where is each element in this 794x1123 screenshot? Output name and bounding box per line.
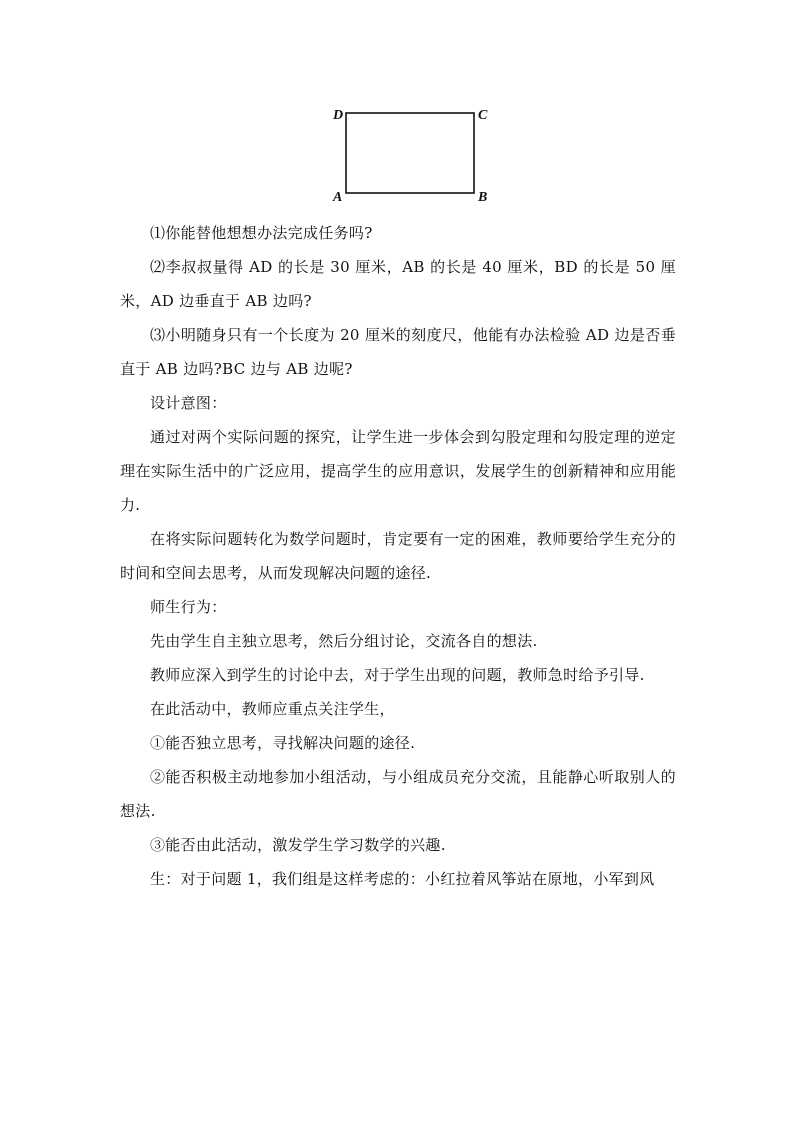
behavior-paragraph-2: 教师应深入到学生的讨论中去，对于学生出现的问题，教师急时给予引导. — [150, 666, 645, 684]
design-intent-heading: 设计意图： — [150, 394, 227, 412]
rectangle-diagram — [330, 102, 500, 210]
rectangle-figure — [330, 102, 500, 210]
question-2: ⑵李叔叔量得 AD 的长是 30 厘米，AB 的长是 40 厘米，BD 的长是 50 厘米，AD 边垂直于 AB 边吗? — [120, 258, 676, 310]
teacher-student-heading: 师生行为： — [150, 598, 227, 616]
focus-item-3: ③能否由此活动，激发学生学习数学的兴趣. — [150, 836, 446, 854]
vertex-label-d: D — [333, 108, 344, 123]
focus-item-2: ②能否积极主动地参加小组活动，与小组成员充分交流，且能静心听取别人的想法. — [120, 768, 676, 820]
focus-intro: 在此活动中，教师应重点关注学生， — [150, 700, 395, 718]
rectangle-abcd — [346, 113, 474, 193]
focus-item-1: ①能否独立思考，寻找解决问题的途径. — [150, 734, 416, 752]
vertex-label-b: B — [478, 190, 488, 205]
behavior-paragraph-1: 先由学生自主独立思考，然后分组讨论，交流各自的想法. — [150, 632, 538, 650]
design-intent-paragraph-2: 在将实际问题转化为数学问题时，肯定要有一定的困难，教师要给学生充分的时间和空间去思考，从而发现解决问题的途径. — [120, 530, 676, 582]
student-answer: 生：对于问题 1，我们组是这样考虑的：小红拉着风筝站在原地，小军到风 — [150, 870, 655, 888]
vertex-label-c: C — [478, 108, 488, 123]
document-body — [120, 216, 676, 896]
vertex-label-a: A — [333, 190, 343, 205]
question-1: ⑴你能替他想想办法完成任务吗? — [150, 224, 373, 242]
design-intent-paragraph-1: 通过对两个实际问题的探究，让学生进一步体会到勾股定理和勾股定理的逆定理在实际生活中的广泛应用，提高学生的应用意识，发展学生的创新精神和应用能力. — [120, 428, 676, 514]
question-3: ⑶小明随身只有一个长度为 20 厘米的刻度尺，他能有办法检验 AD 边是否垂直于 AB 边吗?BC 边与 AB 边呢? — [120, 326, 676, 378]
